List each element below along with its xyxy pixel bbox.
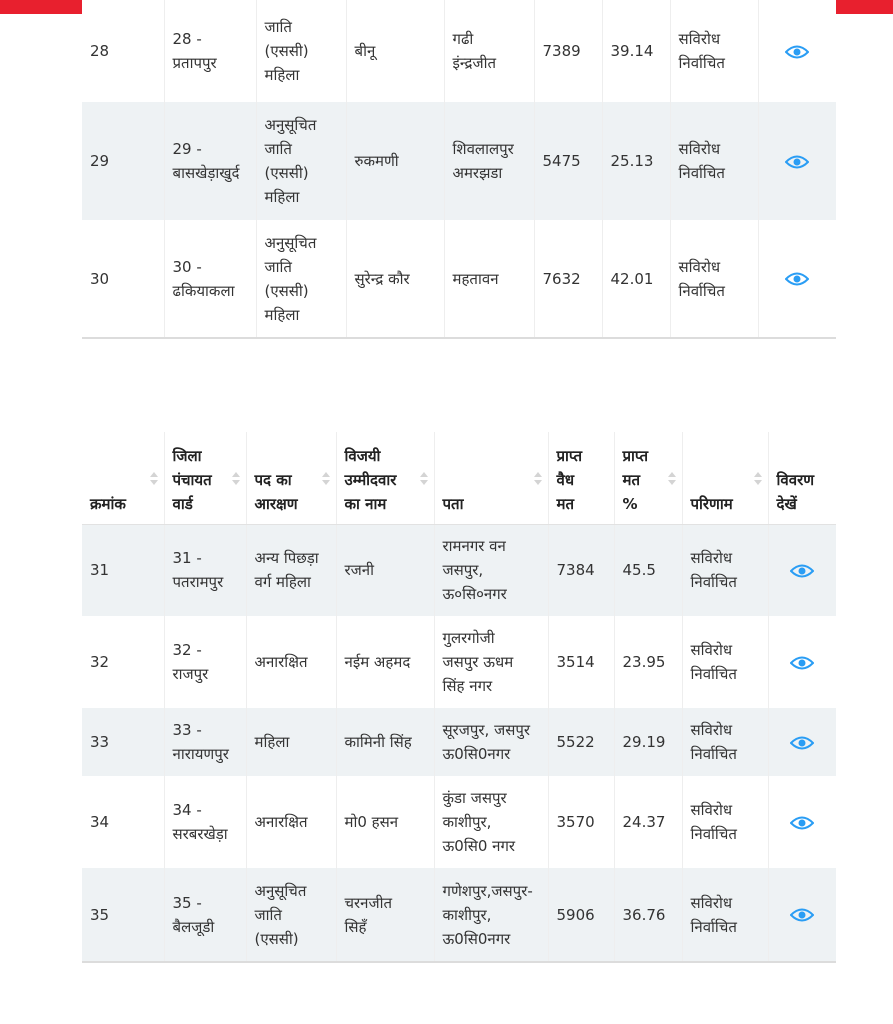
eye-icon[interactable]	[790, 563, 814, 579]
table-row	[82, 102, 836, 220]
view-details-cell[interactable]	[758, 220, 836, 338]
vote-percent: 39.14	[602, 0, 670, 102]
vote-percent: 29.19	[614, 708, 682, 776]
view-details-cell[interactable]	[758, 0, 836, 102]
row-number: 30	[82, 220, 164, 338]
eye-icon[interactable]	[785, 271, 809, 287]
address-cell: गणेशपुर,जसपुर- काशीपुर, ऊ0सि0नगर	[434, 868, 548, 962]
ward-cell: 29 - बासखेड़ाखुर्द	[164, 102, 256, 220]
sort-arrows-icon[interactable]	[420, 472, 428, 486]
reservation-cell: अनुसूचित जाति (एससी)	[246, 868, 336, 962]
ward-cell: 34 - सरबरखेड़ा	[164, 776, 246, 868]
ward-cell: 31 - पतरामपुर	[164, 524, 246, 616]
view-details-cell[interactable]	[768, 616, 836, 708]
table-row	[82, 220, 836, 338]
table-row	[82, 708, 836, 776]
column-header-view[interactable]: विवरण देखें	[768, 432, 836, 524]
ward-cell: 28 - प्रतापपुर	[164, 0, 256, 102]
reservation-cell: अनुसूचित जाति (एससी) महिला	[256, 102, 346, 220]
address-cell: गुलरगोजी जसपुर ऊधम सिंह नगर	[434, 616, 548, 708]
candidate-name: सुरेन्द्र कौर	[346, 220, 444, 338]
table-header-row	[82, 432, 836, 524]
row-number: 28	[82, 0, 164, 102]
view-details-cell[interactable]	[768, 868, 836, 962]
valid-votes: 7384	[548, 524, 614, 616]
valid-votes: 5475	[534, 102, 602, 220]
sort-arrows-icon[interactable]	[754, 472, 762, 486]
view-details-cell[interactable]	[758, 102, 836, 220]
eye-icon[interactable]	[785, 44, 809, 60]
result-cell: सविरोध निर्वाचित	[670, 102, 758, 220]
vote-percent: 23.95	[614, 616, 682, 708]
candidate-name: नईम अहमद	[336, 616, 434, 708]
table-row	[82, 776, 836, 868]
vote-percent: 42.01	[602, 220, 670, 338]
sort-arrows-icon[interactable]	[534, 472, 542, 486]
address-cell: कुंडा जसपुर काशीपुर, ऊ0सि0 नगर	[434, 776, 548, 868]
column-header-valid-votes[interactable]: प्राप्त वैध मत	[548, 432, 614, 524]
valid-votes: 5522	[548, 708, 614, 776]
column-header-ward[interactable]: जिला पंचायत वार्ड	[164, 432, 246, 524]
valid-votes: 7389	[534, 0, 602, 102]
table-row	[82, 616, 836, 708]
sort-arrows-icon[interactable]	[668, 472, 676, 486]
row-number: 34	[82, 776, 164, 868]
row-number: 32	[82, 616, 164, 708]
candidate-name: रुकमणी	[346, 102, 444, 220]
reservation-cell: जाति (एससी) महिला	[256, 0, 346, 102]
vote-percent: 36.76	[614, 868, 682, 962]
ward-cell: 33 - नारायणपुर	[164, 708, 246, 776]
column-header-candidate[interactable]: विजयी उम्मीदवार का नाम	[336, 432, 434, 524]
address-cell: गढी इंन्द्रजीत	[444, 0, 534, 102]
reservation-cell: अनारक्षित	[246, 776, 336, 868]
column-header-address[interactable]: पता	[434, 432, 548, 524]
valid-votes: 7632	[534, 220, 602, 338]
view-details-cell[interactable]	[768, 524, 836, 616]
table-row	[82, 868, 836, 962]
results-table-lower	[82, 432, 836, 963]
result-cell: सविरोध निर्वाचित	[682, 868, 768, 962]
reservation-cell: अन्य पिछड़ा वर्ग महिला	[246, 524, 336, 616]
reservation-cell: महिला	[246, 708, 336, 776]
candidate-name: रजनी	[336, 524, 434, 616]
table-row	[82, 0, 836, 102]
column-header-reservation[interactable]: पद का आरक्षण	[246, 432, 336, 524]
row-number: 35	[82, 868, 164, 962]
sort-arrows-icon[interactable]	[232, 472, 240, 486]
ward-cell: 32 - राजपुर	[164, 616, 246, 708]
address-cell: रामनगर वन जसपुर, ऊ०सि०नगर	[434, 524, 548, 616]
result-cell: सविरोध निर्वाचित	[682, 616, 768, 708]
table-row	[82, 524, 836, 616]
result-cell: सविरोध निर्वाचित	[670, 0, 758, 102]
candidate-name: कामिनी सिंह	[336, 708, 434, 776]
valid-votes: 5906	[548, 868, 614, 962]
view-details-cell[interactable]	[768, 708, 836, 776]
ward-cell: 30 - ढकियाकला	[164, 220, 256, 338]
valid-votes: 3514	[548, 616, 614, 708]
sort-arrows-icon[interactable]	[322, 472, 330, 486]
results-table-upper	[82, 0, 836, 339]
result-cell: सविरोध निर्वाचित	[682, 524, 768, 616]
eye-icon[interactable]	[785, 154, 809, 170]
eye-icon[interactable]	[790, 815, 814, 831]
candidate-name: मो0 हसन	[336, 776, 434, 868]
ward-cell: 35 - बैलजूडी	[164, 868, 246, 962]
eye-icon[interactable]	[790, 907, 814, 923]
eye-icon[interactable]	[790, 735, 814, 751]
result-cell: सविरोध निर्वाचित	[682, 776, 768, 868]
vote-percent: 25.13	[602, 102, 670, 220]
sort-arrows-icon[interactable]	[150, 472, 158, 486]
row-number: 33	[82, 708, 164, 776]
result-cell: सविरोध निर्वाचित	[670, 220, 758, 338]
column-header-serial[interactable]: क्रमांक	[82, 432, 164, 524]
address-cell: महतावन	[444, 220, 534, 338]
vote-percent: 24.37	[614, 776, 682, 868]
row-number: 31	[82, 524, 164, 616]
candidate-name: बीनू	[346, 0, 444, 102]
reservation-cell: अनुसूचित जाति (एससी) महिला	[256, 220, 346, 338]
valid-votes: 3570	[548, 776, 614, 868]
column-header-vote-percent[interactable]: प्राप्त मत %	[614, 432, 682, 524]
column-header-result[interactable]: परिणाम	[682, 432, 768, 524]
result-cell: सविरोध निर्वाचित	[682, 708, 768, 776]
reservation-cell: अनारक्षित	[246, 616, 336, 708]
candidate-name: चरनजीत सिहँ	[336, 868, 434, 962]
address-cell: सूरजपुर, जसपुर ऊ0सि0नगर	[434, 708, 548, 776]
address-cell: शिवलालपुर अमरझडा	[444, 102, 534, 220]
vote-percent: 45.5	[614, 524, 682, 616]
eye-icon[interactable]	[790, 655, 814, 671]
view-details-cell[interactable]	[768, 776, 836, 868]
row-number: 29	[82, 102, 164, 220]
